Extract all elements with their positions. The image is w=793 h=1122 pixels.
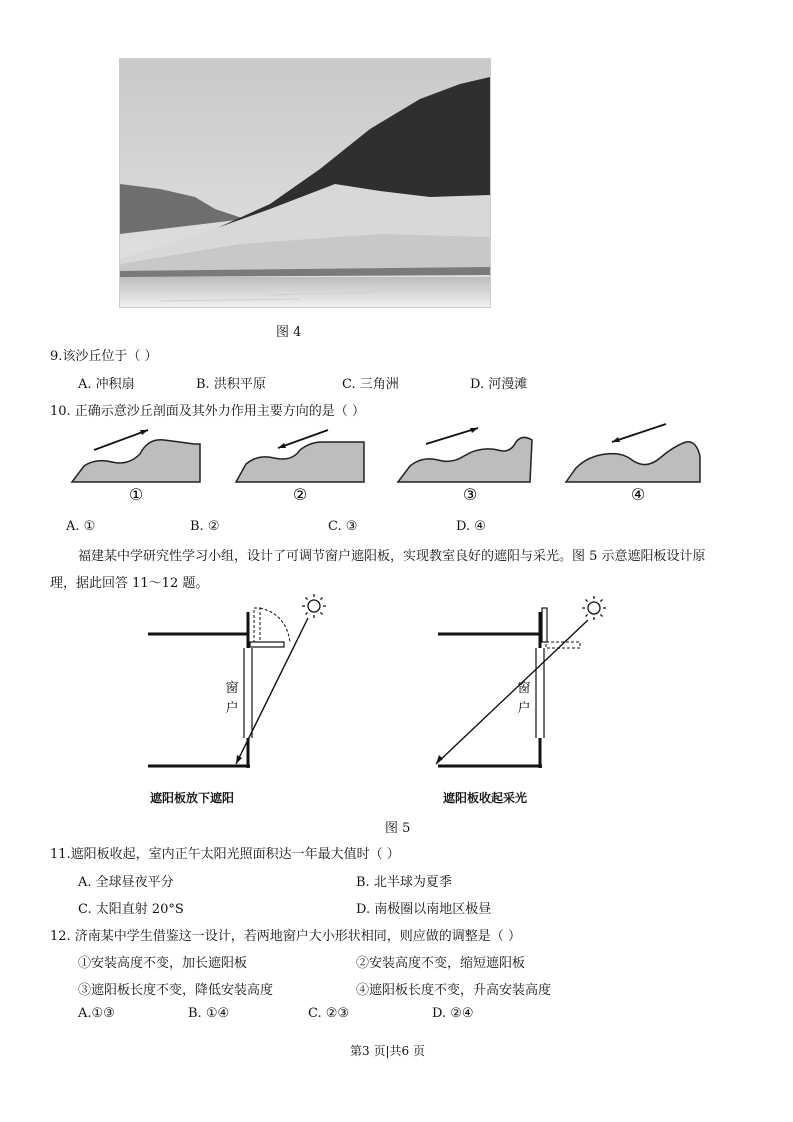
dune-profile-3 xyxy=(398,428,532,482)
panel-label-1: ① xyxy=(128,485,144,504)
dune-profile-diagrams xyxy=(60,420,720,510)
sun-icon-2 xyxy=(582,596,606,620)
dune-profile-1 xyxy=(72,430,200,482)
figure4-caption: 图 4 xyxy=(276,325,302,340)
q12-option-d: D. ②④ xyxy=(432,1006,474,1021)
window-label-3: 窗 xyxy=(517,681,531,696)
q9-stem: 9.该沙丘位于（ ） xyxy=(50,349,158,364)
left-diagram-caption: 遮阳板放下遮阳 xyxy=(150,791,235,805)
q12-stem: 12. 济南某中学生借鉴这一设计，若两地窗户大小形状相同，则应做的调整是（ ） xyxy=(50,929,521,944)
q9-option-d: D. 河漫滩 xyxy=(470,377,528,392)
panel-label-2: ② xyxy=(292,485,308,504)
sun-icon xyxy=(302,594,326,618)
panel-label-3: ③ xyxy=(462,485,478,504)
q10-option-a: A. ① xyxy=(66,519,96,534)
q10-option-c: C. ③ xyxy=(328,519,358,534)
q12-option-b: B. ①④ xyxy=(188,1006,230,1021)
q10-stem: 10. 正确示意沙丘剖面及其外力作用主要方向的是（ ） xyxy=(50,404,365,419)
window-label-1: 窗 xyxy=(225,681,239,696)
intro-line-1: 福建某中学研究性学习小组，设计了可调节窗户遮阳板，实现教室良好的遮阳与采光。图 5 示意遮阳板设计原 xyxy=(78,549,706,564)
shade-up-diagram xyxy=(436,596,606,768)
q12-item-3: ③遮阳板长度不变，降低安装高度 xyxy=(78,983,274,998)
q12-option-a: A.①③ xyxy=(78,1006,115,1021)
q11-option-c: C. 太阳直射 20°S xyxy=(78,902,184,917)
q12-item-1: ①安装高度不变，加长遮阳板 xyxy=(78,956,248,971)
right-diagram-caption: 遮阳板收起采光 xyxy=(443,791,528,805)
q12-item-2: ②安装高度不变，缩短遮阳板 xyxy=(356,956,526,971)
q12-option-c: C. ②③ xyxy=(308,1006,350,1021)
page-footer: 第3 页|共6 页 xyxy=(350,1044,425,1058)
figure5-caption: 图 5 xyxy=(385,821,411,836)
q11-option-a: A. 全球昼夜平分 xyxy=(78,875,174,890)
q11-option-b: B. 北半球为夏季 xyxy=(356,875,452,890)
sand-dune-photo xyxy=(119,58,491,308)
q9-option-c: C. 三角洲 xyxy=(342,377,399,392)
shade-down-diagram xyxy=(148,594,326,768)
dune-profile-2 xyxy=(236,430,364,482)
q11-option-d: D. 南极圈以南地区极昼 xyxy=(356,902,492,917)
q9-option-a: A. 冲积扇 xyxy=(78,377,135,392)
panel-label-4: ④ xyxy=(630,485,646,504)
q9-option-b: B. 洪积平原 xyxy=(196,377,266,392)
window-label-4: 户 xyxy=(517,701,531,716)
q11-stem: 11.遮阳板收起，室内正午太阳光照面积达一年最大值时（ ） xyxy=(50,847,400,862)
q12-item-4: ④遮阳板长度不变，升高安装高度 xyxy=(356,983,552,998)
q10-option-d: D. ④ xyxy=(456,519,486,534)
q10-option-b: B. ② xyxy=(190,519,220,534)
figure5-diagram xyxy=(140,592,640,812)
intro-line-2: 理，据此回答 11～12 题。 xyxy=(50,576,209,591)
dune-profile-4 xyxy=(566,424,700,482)
window-label-2: 户 xyxy=(225,701,239,716)
